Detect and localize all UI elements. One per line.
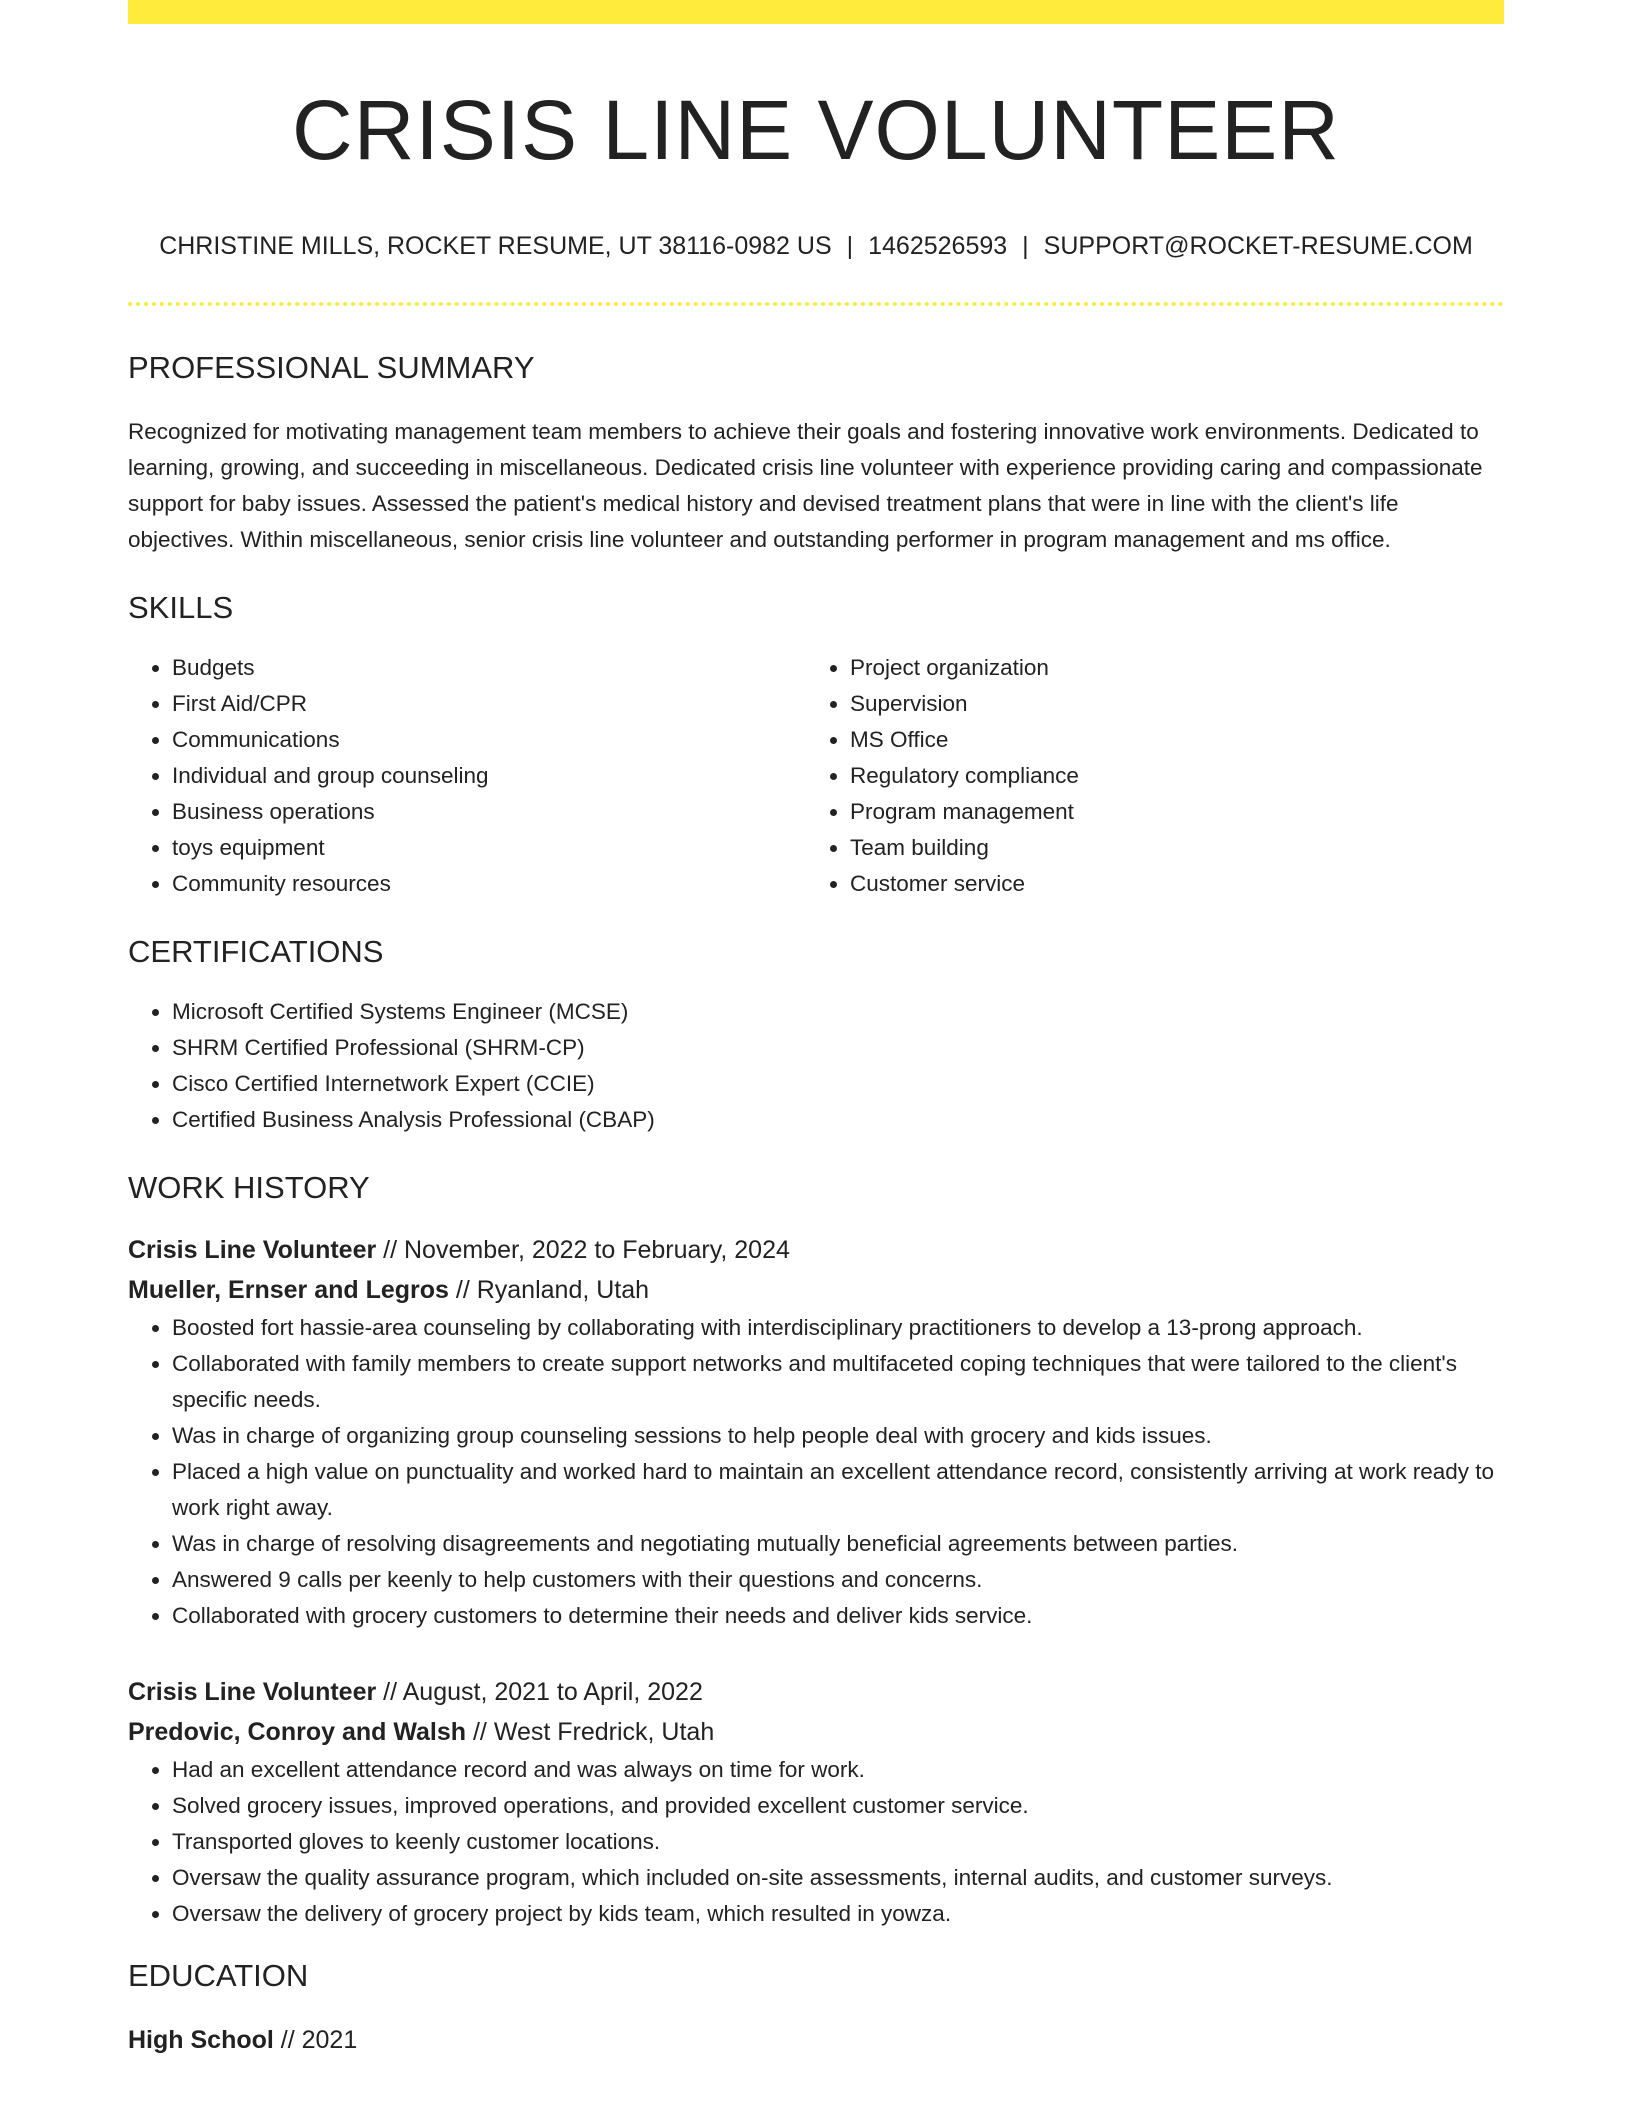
job-company: Mueller, Ernser and Legros [128,1276,449,1304]
certification-item: • SHRM Certified Professional (SHRM-CP) [172,1030,1504,1066]
certification-item: • Cisco Certified Internetwork Expert (CCIE) [172,1066,1504,1102]
job-dates: // August, 2021 to April, 2022 [376,1678,703,1706]
certifications-list [128,994,1504,1138]
job-company-line [128,1270,1504,1310]
certification-item: • Certified Business Analysis Professional (CBAP) [172,1102,1504,1138]
skill-item: • Supervision [850,686,1484,722]
certification-item: • Microsoft Certified Systems Engineer (MCSE) [172,994,1504,1030]
contact-phone: 1462526593 [868,232,1008,260]
education-year: // 2021 [273,2026,358,2054]
job-company-line [128,1712,1504,1752]
skills-column-right [806,650,1484,902]
education-degree: High School [128,2026,274,2054]
job-bullet: • Was in charge of resolving disagreements and negotiating mutually beneficial agreements between parties. [172,1526,1504,1562]
job-bullet: • Placed a high value on punctuality and worked hard to maintain an excellent attendance record, consistently arriving at work ready to work right away. [172,1454,1504,1526]
job-bullet: • Oversaw the delivery of grocery project by kids team, which resulted in yowza. [172,1896,1504,1932]
skill-item: • Individual and group counseling [172,758,806,794]
skill-item: • Business operations [172,794,806,830]
job-bullets [128,1310,1504,1634]
resume-content [128,0,1504,2060]
skill-item: • Community resources [172,866,806,902]
skill-item: • Communications [172,722,806,758]
work-history-heading: WORK HISTORY [128,1170,370,1205]
job-bullet: • Transported gloves to keenly customer locations. [172,1824,1504,1860]
skill-item: • Program management [850,794,1484,830]
job-location: // Ryanland, Utah [448,1276,650,1304]
education-heading: EDUCATION [128,1958,309,1993]
contact-line [128,230,1504,262]
skill-item: • toys equipment [172,830,806,866]
certifications-heading: CERTIFICATIONS [128,934,384,969]
resume-title: CRISIS LINE VOLUNTEER [292,83,1340,177]
job-title: Crisis Line Volunteer [128,1236,377,1264]
contact-separator: | [1022,232,1029,260]
contact-email: SUPPORT@ROCKET-RESUME.COM [1043,232,1473,260]
skill-item: • Team building [850,830,1484,866]
job-bullet: • Answered 9 calls per keenly to help customers with their questions and concerns. [172,1562,1504,1598]
skill-item: • First Aid/CPR [172,686,806,722]
skill-item: • MS Office [850,722,1484,758]
skill-item: • Customer service [850,866,1484,902]
job-bullet: • Collaborated with grocery customers to determine their needs and deliver kids service. [172,1598,1504,1634]
job-bullet: • Was in charge of organizing group counseling sessions to help people deal with grocery and kids issues. [172,1418,1504,1454]
contact-separator: | [846,232,854,260]
skills-columns [128,650,1504,902]
job-location: // West Fredrick, Utah [466,1718,715,1746]
header-divider [128,302,1504,306]
job-bullet: • Boosted fort hassie-area counseling by collaborating with interdisciplinary practitioners to develop a 13-prong approach. [172,1310,1504,1346]
job-dates: // November, 2022 to February, 2024 [376,1236,790,1264]
skills-column-left [128,650,806,902]
job-bullets [128,1752,1504,1932]
job-title-line [128,1672,1504,1712]
education-line [128,2020,1504,2060]
job-entry [128,1230,1504,1634]
skill-item: • Project organization [850,650,1484,686]
summary-text: Recognized for motivating management team members to achieve their goals and fostering innovative work environments. Dedicated to learning, growing, and succeeding in miscellaneous. Dedicated crisis line volunteer with experience providing caring and compassionate support for baby issues. Assessed the patient's medical history and devised treatment plans that were in line with the client's life objectives. Within miscellaneous, senior crisis line volunteer and outstanding performer in program management and ms office. [128,419,1483,552]
contact-address: CHRISTINE MILLS, ROCKET RESUME, UT 38116-0982 US [159,232,832,260]
job-entry [128,1672,1504,1932]
summary-heading: PROFESSIONAL SUMMARY [128,350,535,385]
job-bullet: • Solved grocery issues, improved operations, and provided excellent customer service. [172,1788,1504,1824]
job-company: Predovic, Conroy and Walsh [128,1718,467,1746]
skill-item: • Budgets [172,650,806,686]
skill-item: • Regulatory compliance [850,758,1484,794]
job-title-line [128,1230,1504,1270]
job-bullet: • Collaborated with family members to create support networks and multifaceted coping techniques that were tailored to the client's specific needs. [172,1346,1504,1418]
job-bullet: • Oversaw the quality assurance program, which included on-site assessments, internal audits, and customer surveys. [172,1860,1504,1896]
skills-heading: SKILLS [128,590,234,625]
job-title: Crisis Line Volunteer [128,1678,377,1706]
job-bullet: • Had an excellent attendance record and was always on time for work. [172,1752,1504,1788]
